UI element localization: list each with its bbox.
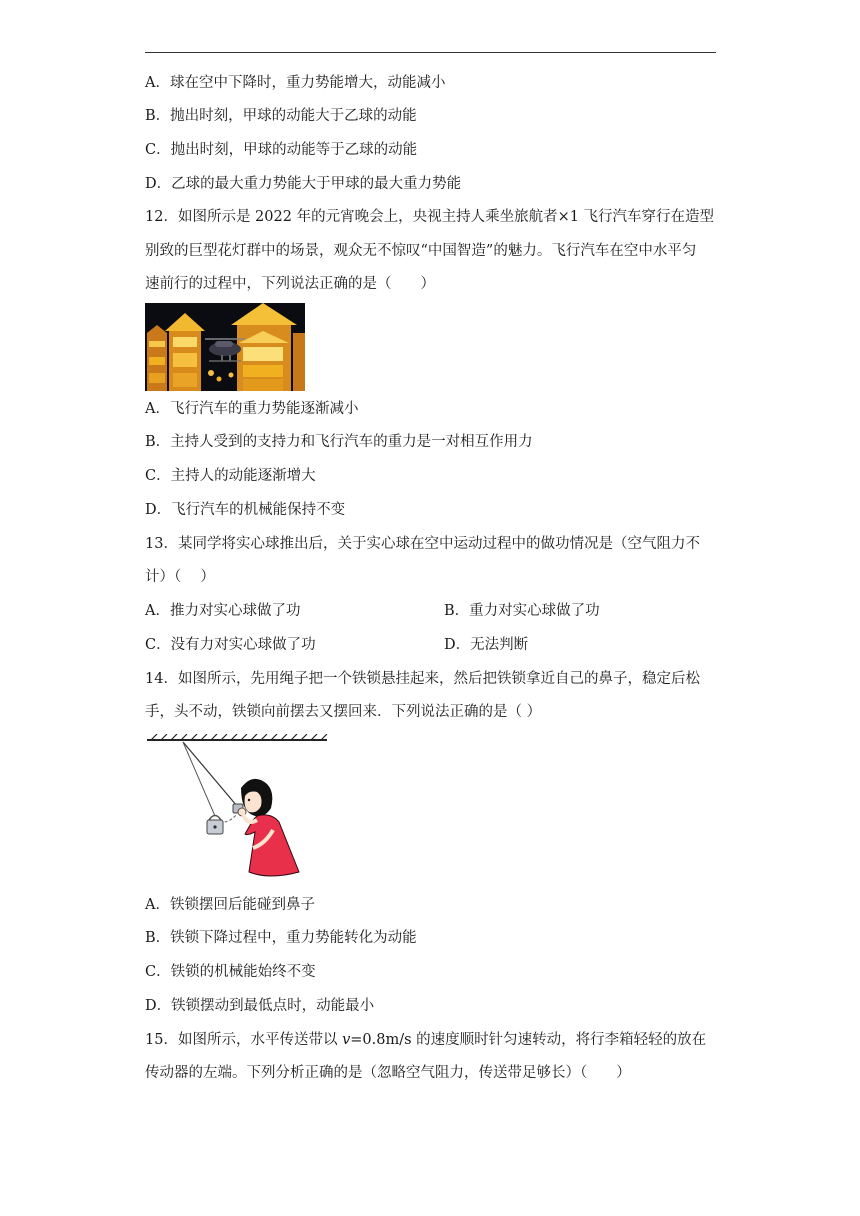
q11-option-a: A．球在空中下降时，重力势能增大，动能减小 [145,75,446,91]
q14-stem-line2: 手，头不动，铁锁向前摆去又摆回来．下列说法正确的是（ ） [145,704,542,720]
q12-stem-line3: 速前行的过程中，下列说法正确的是（ ） [145,276,435,292]
iron-lock-pendulum-figure [145,734,330,884]
q13-option-a: A．推力对实心球做了功 [145,603,301,619]
q13-stem-line2: 计）（ ） [145,569,215,585]
q13-option-b: B．重力对实心球做了功 [444,603,600,619]
q14-stem-line1: 14．如图所示，先用绳子把一个铁锁悬挂起来，然后把铁锁拿近自己的鼻子，稳定后松 [145,671,700,687]
q14-option-c: C．铁锁的机械能始终不变 [145,964,316,980]
q15-stem-part-b: =0.8m/s 的速度顺时针匀速转动，将行李箱轻轻的放在 [350,1032,707,1048]
q13-option-c: C．没有力对实心球做了功 [145,637,316,653]
q12-option-b: B．主持人受到的支持力和飞行汽车的重力是一对相互作用力 [145,434,533,450]
q12-option-c: C．主持人的动能逐渐增大 [145,468,316,484]
q11-option-b: B．抛出时刻，甲球的动能大于乙球的动能 [145,108,417,124]
q14-option-d: D．铁锁摆动到最低点时，动能最小 [145,998,375,1014]
q13-stem-line1: 13．某同学将实心球推出后，关于实心球在空中运动过程中的做功情况是（空气阻力不 [145,536,700,552]
header-rule [145,52,716,53]
q13-option-d: D．无法判断 [444,637,529,653]
q12-stem-line2: 别致的巨型花灯群中的场景，观众无不惊叹“中国智造”的魅力。飞行汽车在空中水平匀 [145,243,697,259]
q15-stem-line1 [145,1030,706,1050]
q12-stem-line1: 12．如图所示是 2022 年的元宵晚会上，央视主持人乘坐旅航者×1 飞行汽车穿行在造型 [145,209,715,225]
q14-option-a: A．铁锁摆回后能碰到鼻子 [145,897,315,913]
flying-car-lantern-photo [145,303,305,391]
q12-option-d: D．飞行汽车的机械能保持不变 [145,502,346,518]
q11-option-c: C．抛出时刻，甲球的动能等于乙球的动能 [145,142,418,158]
q15-stem-part-a: 15．如图所示，水平传送带以 [145,1032,343,1048]
q15-velocity-symbol: v [342,1032,351,1048]
q15-stem-line2: 传动器的左端。下列分析正确的是（忽略空气阻力，传送带足够长）（ ） [145,1065,631,1081]
q12-option-a: A．飞行汽车的重力势能逐渐减小 [145,401,359,417]
q11-option-d: D．乙球的最大重力势能大于甲球的最大重力势能 [145,176,462,192]
q14-option-b: B．铁锁下降过程中，重力势能转化为动能 [145,930,417,946]
